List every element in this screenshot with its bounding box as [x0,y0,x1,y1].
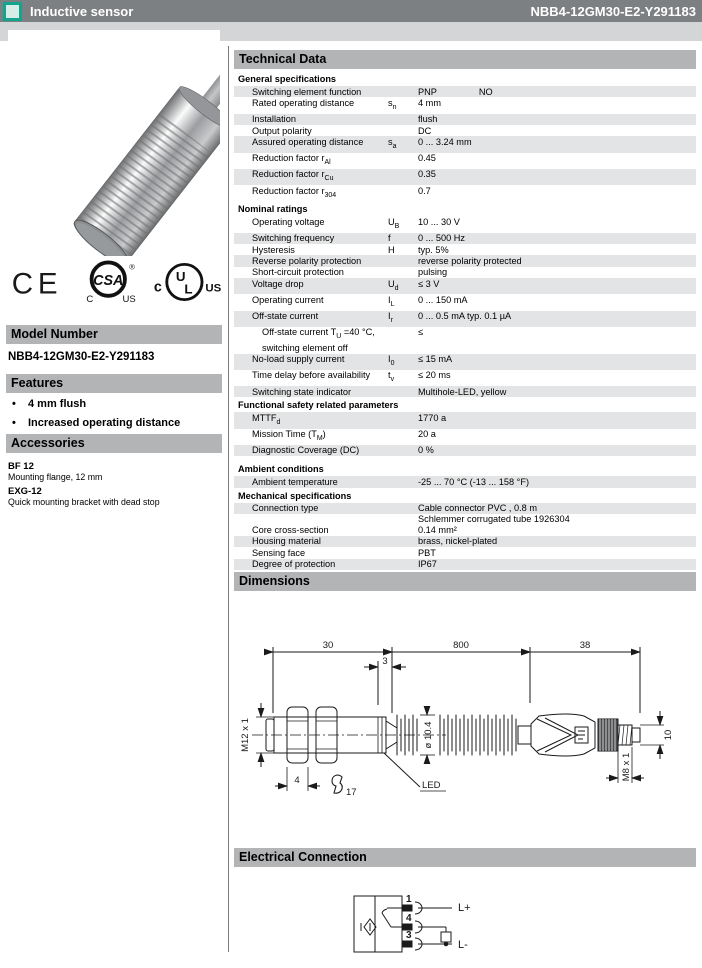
spec-value: -25 ... 70 °C (-13 ... 158 °F) [418,477,696,487]
spec-row-line [234,445,696,456]
spec-label: Switching state indicator [234,387,388,397]
spec-row [234,412,696,428]
svg-text:L+: L+ [458,902,471,914]
spec-row-line [234,244,696,255]
svg-text:®: ® [129,263,135,272]
spec-label: Output polarity [234,126,388,136]
spec-label: Reduction factor $r_{Al}$ [234,153,388,168]
spec-label: Time delay before availability [234,370,388,385]
spec-row [234,536,696,547]
spec-label: $MTTF_d$ [234,413,388,428]
svg-text:30: 30 [323,640,334,651]
svg-text:1: 1 [406,894,412,905]
spec-row [234,267,696,278]
main-column [234,50,696,958]
spec-row-line [234,536,696,547]
accessory-name: BF 12 [8,461,218,472]
accessories-heading: Accessories [6,434,222,453]
spec-symbol [388,169,418,184]
spec-symbol: $s_n$ [388,98,418,113]
spec-value: pulsing [418,267,696,277]
spec-row-line [234,185,696,201]
spec-symbol [388,387,418,397]
spec-label: Hysteresis [234,245,388,255]
spec-row [234,476,696,487]
spec-section-title: Functional safety related parameters [234,400,696,411]
dimensions-heading: Dimensions [234,572,696,591]
svg-text:C: C [86,294,93,305]
spec-value: typ. 5% [418,245,696,255]
spec-value: 0.35 [418,169,696,184]
accessories-list [8,458,218,508]
spec-symbol: $s_a$ [388,137,418,152]
spec-row [234,386,696,397]
spec-row-line [234,327,696,354]
spec-label: Rated operating distance [234,98,388,113]
spec-label: No-load supply current [234,354,388,369]
svg-text:4: 4 [294,775,299,786]
spec-symbol [388,503,418,513]
spec-label: Ambient temperature [234,477,388,487]
spec-value: 0 % [418,445,696,455]
svg-text:CSA: CSA [93,273,123,289]
spec-symbol [388,153,418,168]
spec-value: reverse polarity protected [418,256,696,266]
spec-row [234,429,696,445]
spec-symbol: $I_r$ [388,311,418,326]
spec-label: Installation [234,114,388,124]
features-heading: Features [6,374,222,393]
spec-value: flush [418,114,696,124]
spec-row [234,136,696,152]
svg-text:3: 3 [382,656,387,667]
spec-label: Assured operating distance [234,137,388,152]
spec-value: PBT [418,548,696,558]
spec-symbol [388,186,418,201]
spec-row-line [234,294,696,310]
spec-symbol [388,126,418,136]
csa-mark [73,257,145,307]
spec-label: Off-state current [234,311,388,326]
accessory-description: Quick mounting bracket with dead stop [8,497,218,508]
spec-row [234,370,696,386]
ul-mark [152,257,223,307]
spec-row-line [234,386,696,397]
svg-text:LED: LED [422,780,441,791]
spec-value: 0 ... 3.24 mm [418,137,696,152]
spec-row-line [234,547,696,558]
svg-text:c: c [153,280,161,296]
spec-row-line [234,525,696,536]
spec-symbol [388,87,418,97]
model-number-heading: Model Number [6,325,222,344]
spec-symbol [388,114,418,124]
spec-value: 0.45 [418,153,696,168]
spec-label: Switching element function [234,87,388,97]
header-bar [0,0,702,22]
certification-marks [8,256,222,308]
spec-row-line [234,370,696,386]
dimensions-drawing [234,595,696,845]
spec-row-line [234,311,696,327]
svg-text:10: 10 [663,730,674,741]
spec-row [234,169,696,185]
spec-row-line [234,255,696,266]
spec-value: brass, nickel-plated [418,536,696,546]
svg-text:L: L [184,281,192,296]
spec-label: Operating voltage [234,217,388,232]
spec-value: ≤ 15 mA [418,354,696,369]
svg-text:17: 17 [346,787,357,798]
spec-value: DC [418,126,696,136]
spec-row [234,255,696,266]
spec-value: 0 ... 0.5 mA typ. 0.1 µA [418,311,696,326]
spec-row [234,185,696,201]
spec-label: Off-state current $T_U =40$ °C, switching element off [234,327,388,353]
spec-row [234,216,696,232]
spec-symbol: f [388,233,418,243]
spec-label: Operating current [234,295,388,310]
spec-value: 10 ... 30 V [418,217,696,232]
spec-symbol: $t_v$ [388,370,418,385]
spec-row-line [234,114,696,125]
spec-row-line [234,97,696,113]
spec-symbol [388,548,418,558]
spec-row [234,570,696,571]
spec-row-line [234,476,696,487]
svg-text:3: 3 [406,930,412,941]
spec-value: 0 ... 150 mA [418,295,696,310]
spec-row [234,354,696,370]
spec-label: Reverse polarity protection [234,256,388,266]
spec-symbol: $I_L$ [388,295,418,310]
spec-label: Sensing face [234,548,388,558]
svg-text:US: US [123,294,136,305]
spec-row-line [234,570,696,571]
spec-symbol [388,256,418,266]
svg-text:38: 38 [580,640,591,651]
spec-symbol [388,327,418,353]
spec-value: IP67 [418,559,696,569]
spec-value: ≤ 20 ms [418,370,696,385]
spec-label: Reduction factor $r_{Cu}$ [234,169,388,184]
spec-row [234,503,696,525]
spec-symbol: $U_B$ [388,217,418,232]
spec-row [234,311,696,327]
svg-text:CE: CE [12,267,63,300]
model-number-value: NBB4-12GM30-E2-Y291183 [8,351,154,363]
spec-label: Housing material [234,536,388,546]
spec-symbol [388,267,418,277]
spec-symbol [388,477,418,487]
spec-row-line [234,233,696,244]
svg-text:US: US [205,283,221,295]
electrical-connection-heading: Electrical Connection [234,848,696,867]
spec-row-line [234,86,696,97]
spec-row-line [234,503,696,514]
brand-logo-icon [3,2,22,21]
spec-value: 0 ... 500 Hz [418,233,696,243]
spec-row-line [234,136,696,152]
spec-section-title: Nominal ratings [234,204,696,215]
spec-label: Short-circuit protection [234,267,388,277]
spec-row-line [234,169,696,185]
svg-text:4: 4 [406,913,412,924]
spec-symbol: $I_0$ [388,354,418,369]
spec-row [234,525,696,536]
column-divider [228,46,229,952]
spec-section-title: General specifications [234,74,696,85]
accessory-name: EXG-12 [8,486,218,497]
spec-symbol: H [388,245,418,255]
accessory-description: Mounting flange, 12 mm [8,472,218,483]
spec-value: ≤ [418,327,696,353]
spec-row-line [234,125,696,136]
spec-value: 4 mm [418,98,696,113]
spec-row-line [234,153,696,169]
svg-text:ø 10.4: ø 10.4 [423,722,434,749]
spec-symbol [388,525,418,535]
spec-value: 0.14 mm² [418,525,696,535]
wrench-icon [332,775,342,793]
spec-row-line [234,429,696,445]
spec-row [234,114,696,125]
spec-row-line [234,278,696,294]
spec-row [234,547,696,558]
spec-value: 1770 a [418,413,696,428]
spec-section-title: Mechanical specifications [234,491,696,502]
spec-row [234,278,696,294]
spec-row [234,244,696,255]
spec-value: 0.7 [418,186,696,201]
spec-symbol: $U_d$ [388,279,418,294]
spec-row [234,445,696,456]
spec-row [234,86,696,97]
spec-symbol [388,536,418,546]
technical-data-heading: Technical Data [234,50,696,69]
page-title: Inductive sensor [30,4,531,19]
spec-value: 20 a [418,429,696,444]
svg-text:M12 x 1: M12 x 1 [240,718,251,752]
spec-label: Connection type [234,503,388,513]
spec-row [234,125,696,136]
technical-data-table [234,71,696,571]
ce-mark [8,261,67,303]
spec-section-title: Ambient conditions [234,464,696,475]
feature-item: • Increased operating distance [10,417,180,429]
svg-text:800: 800 [453,640,469,651]
electrical-connection-diagram [234,888,696,958]
spec-row [234,559,696,570]
spec-row [234,153,696,169]
spec-label: Mission Time $(T_M)$ [234,429,388,444]
spec-row-line [234,412,696,428]
svg-text:M8 x 1: M8 x 1 [621,753,632,782]
feature-item: • 4 mm flush [10,398,180,410]
spec-row-line [234,216,696,232]
spec-row-line [234,267,696,278]
spec-row [234,97,696,113]
header-product-number: NBB4-12GM30-E2-Y291183 [531,4,696,19]
spec-value: Multihole-LED, yellow [418,387,696,397]
spec-label: Voltage drop [234,279,388,294]
spec-label: Degree of protection [234,559,388,569]
spec-value: PNP NO [418,87,696,97]
spec-label: Diagnostic Coverage (DC) [234,445,388,455]
spec-label: Core cross-section [234,525,388,535]
svg-text:L-: L- [458,939,468,951]
spec-value: ≤ 3 V [418,279,696,294]
spec-row-line [234,354,696,370]
spec-symbol [388,413,418,428]
spec-row-line [234,559,696,570]
svg-text:U: U [175,269,185,284]
spec-value-extra-line: Schlemmer corrugated tube 1926304 [234,514,696,524]
features-list [10,398,180,436]
spec-value-secondary: NO [479,87,493,97]
spec-value: Cable connector PVC , 0.8 m [418,503,696,513]
spec-label: Switching frequency [234,233,388,243]
product-photo [8,30,220,256]
spec-row [234,294,696,310]
spec-label: Reduction factor $r_{304}$ [234,186,388,201]
spec-row [234,233,696,244]
spec-symbol [388,559,418,569]
spec-symbol [388,445,418,455]
spec-symbol [388,429,418,444]
spec-row [234,327,696,354]
